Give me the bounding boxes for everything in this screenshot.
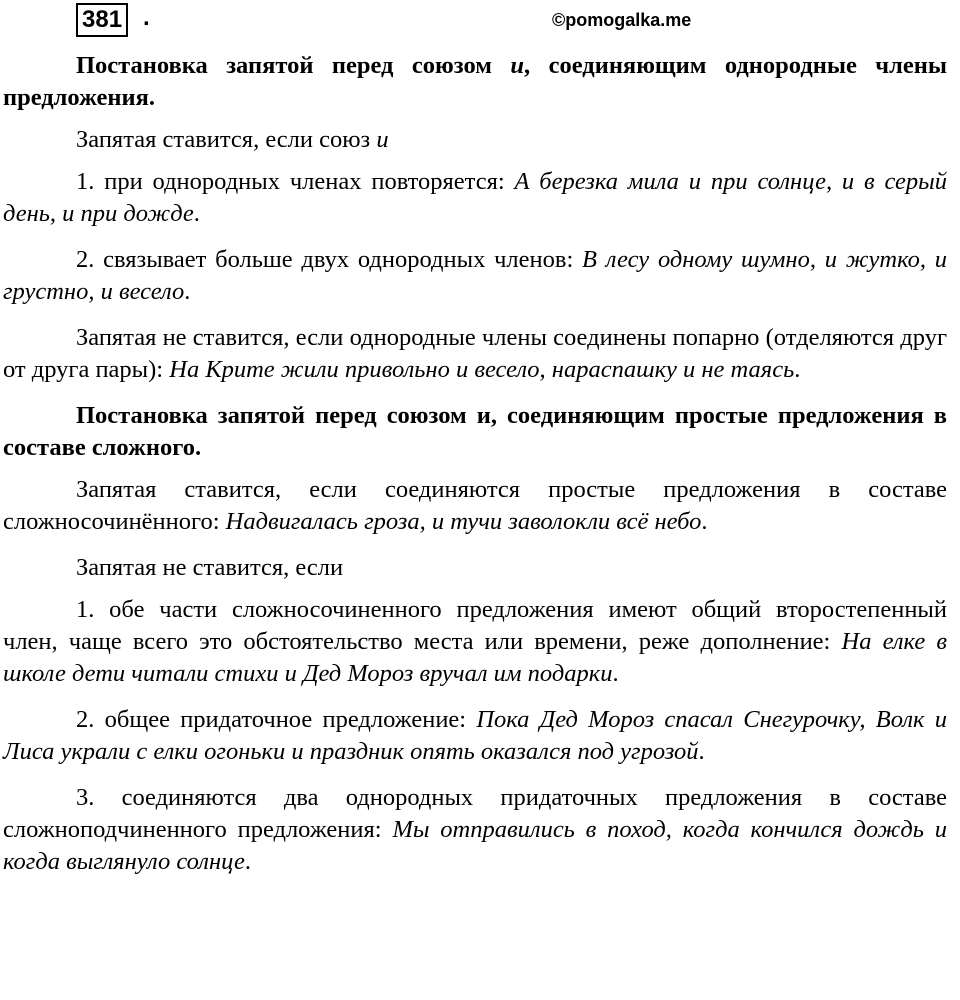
rule-text: 1. при однородных членах повторяется: [76,168,515,195]
example-sentence: В лесу одному шумно, и жутко, и грустно, и весело [3,246,947,305]
watermark: ©pomogalka.me [552,10,692,30]
example-sentence: Надвигалась гроза, и тучи заволокли всё небо [225,508,702,535]
example-sentence: На елке в школе дети читали стихи и Дед Мороз вручал им подарки [3,628,948,687]
example-end: . [698,738,705,765]
section-2-comma [3,474,947,538]
section-1-intro-conjunction: и [376,126,389,153]
rule-text: 2. общее придаточное предложение: [76,706,477,733]
section-1-no-comma [3,322,947,386]
section-1-intro [3,124,947,156]
section-1-title-conjunction: и [510,52,525,79]
section-1-rule-2 [3,244,947,308]
example-sentence: Пока Дед Мороз спасал Снегурочку, Волк и Лиса украли с елки огоньки и праздник опять оказался под угрозой [3,706,947,765]
example-end: . [184,278,191,305]
section-1-title-start: Постановка запятой перед союзом [76,52,511,79]
example-end: . [794,356,801,383]
example-sentence: Мы отправились в поход, когда кончился дождь и когда выглянуло солнце [3,816,947,875]
exercise-number: 381 [76,3,128,37]
example-end: . [193,200,200,227]
section-2-rule-2 [3,704,947,768]
exercise-text [3,50,947,892]
rule-text: 1. обе части сложносочиненного предложения имеют общий второстепенный член, чаще всего это обстоятельство места или времени, реже дополнение: [3,596,947,655]
section-2-no-comma-intro: Запятая не ставится, если [76,554,344,581]
section-2-rule-1 [3,594,947,690]
example-end: . [244,848,251,875]
section-2-rule-3 [3,782,947,878]
section-1-rule-1 [3,166,947,230]
exercise-number-dot: . [143,4,150,31]
example-sentence: На Крите жили привольно и весело, нараспашку и не таясь [169,356,795,383]
example-end: . [612,660,619,687]
section-1-intro-text: Запятая ставится, если союз [76,126,377,153]
rule-text: Запятая ставится, если соединяются простые предложения в составе сложносочинённого: [3,476,947,535]
rule-text: 2. связывает больше двух однородных членов: [76,246,583,273]
section-2-title: Постановка запятой перед союзом и, соединяющим простые предложения в составе сложного. [3,402,947,461]
example-sentence: А березка мила и при солнце, и в серый день, и при дожде [3,168,948,227]
example-end: . [701,508,708,535]
section-1-title-end: , соединяющим однородные члены предложения. [3,52,947,111]
page-header [0,0,960,40]
section-1-title [3,50,947,114]
rule-text: 3. соединяются два однородных придаточных предложения в составе сложноподчиненного предложения: [3,784,947,843]
rule-text: Запятая не ставится, если однородные члены соединены попарно (отделяются друг от друга пары): [3,324,947,383]
